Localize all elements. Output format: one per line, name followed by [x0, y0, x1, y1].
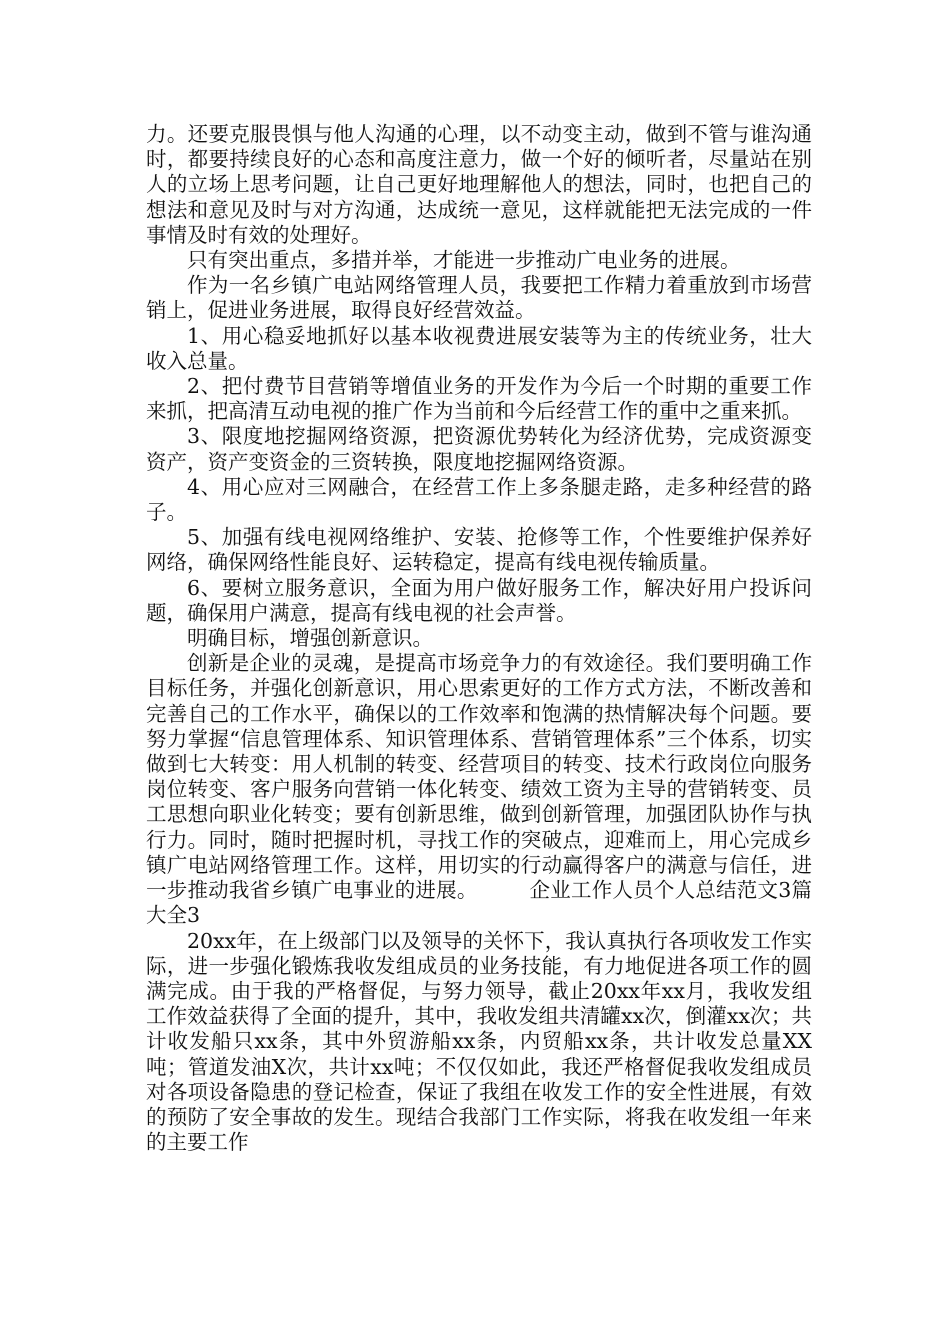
- paragraph-highlight-focus: 只有突出重点，多措并举，才能进一步推动广电业务的进展。: [187, 248, 741, 273]
- paragraph-goal-heading: 明确目标，增强创新意识。: [187, 626, 433, 651]
- paragraph-item-3: 3、限度地挖掘网络资源，把资源优势转化为经济优势，完成资源变资产，资产变资金的三资转换，限度地挖掘网络资源。: [146, 424, 812, 474]
- paragraph-item-4: 4、用心应对三网融合，在经营工作上多条腿走路，走多种经营的路子。: [146, 474, 812, 525]
- paragraph-role-statement: 作为一名乡镇广电站网络管理人员，我要把工作精力着重放到市场营销上，促进业务进展，取得良好经营效益。: [146, 273, 812, 323]
- paragraph-innovation: 创新是企业的灵魂，是提高市场竞争力的有效途径。我们要明确工作目标任务，并强化创新意识，用心思索更好的工作方式方法，不断改善和完善自己的工作水平，确保以的工作效率和饱满的热情解决每个问题。要努力掌握“信息管理体系、知识管理体系、营销管理体系”三个体系，切实做到七大转变：用人机制的转变、经营项目的转变、技术行政岗位向服务岗位转变、客户服务向营销一体化转变、绩效工资为主导的营销转变、员工思想向职业化转变；要有创新思维，做到创新管理，加强团队协作与执行力。同时，随时把握时机，寻找工作的突破点，迎难而上，用心完成乡镇广电站网络管理工作。这样，用切实的行动赢得客户的满意与信任，进一步推动我省乡镇广电事业的进展。 企业工作人员个人总结范文3篇大全3: [146, 651, 812, 928]
- document-body: [146, 122, 812, 1155]
- paragraph-item-2: 2、把付费节目营销等增值业务的开发作为今后一个时期的重要工作来抓，把高清互动电视的推广作为当前和今后经营工作的重中之重来抓。: [146, 374, 812, 424]
- paragraph-item-1: 1、用心稳妥地抓好以基本收视费进展安装等为主的传统业务，壮大收入总量。: [146, 323, 812, 373]
- paragraph-item-6: 6、要树立服务意识，全面为用户做好服务工作，解决好用户投诉问题，确保用户满意，提高有线电视的社会声誉。: [146, 575, 812, 625]
- paragraph-continuation: 力。还要克服畏惧与他人沟通的心理，以不动变主动，做到不管与谁沟通时，都要持续良好的心态和高度注意力，做一个好的倾听者，尽量站在别人的立场上思考问题，让自己更好地理解他人的想法，同时，也把自己的想法和意见及时与对方沟通，达成统一意见，这样就能把无法完成的一件事情及时有效的处理好。: [146, 122, 812, 247]
- paragraph-item-5: 5、加强有线电视网络维护、安装、抢修等工作，个性要维护保养好网络，确保网络性能良好、运转稳定，提高有线电视传输质量。: [146, 525, 812, 575]
- paragraph-annual-summary: 20xx年，在上级部门以及领导的关怀下，我认真执行各项收发工作实际，进一步强化锻炼我收发组成员的业务技能，有力地促进各项工作的圆满完成。由于我的严格督促，与努力领导，截止20xx年xx月，我收发组工作效益获得了全面的提升，其中，我收发组共清罐xx次，倒灌xx次；共计收发船只xx条，其中外贸游船xx条，内贸船xx条，共计收发总量XX吨；管道发油X次，共计xx吨；不仅仅如此，我还严格督促我收发组成员对各项设备隐患的登记检查，保证了我组在收发工作的安全性进展，有效的预防了安全事故的发生。现结合我部门工作实际，将我在收发组一年来的主要工作: [146, 928, 812, 1155]
